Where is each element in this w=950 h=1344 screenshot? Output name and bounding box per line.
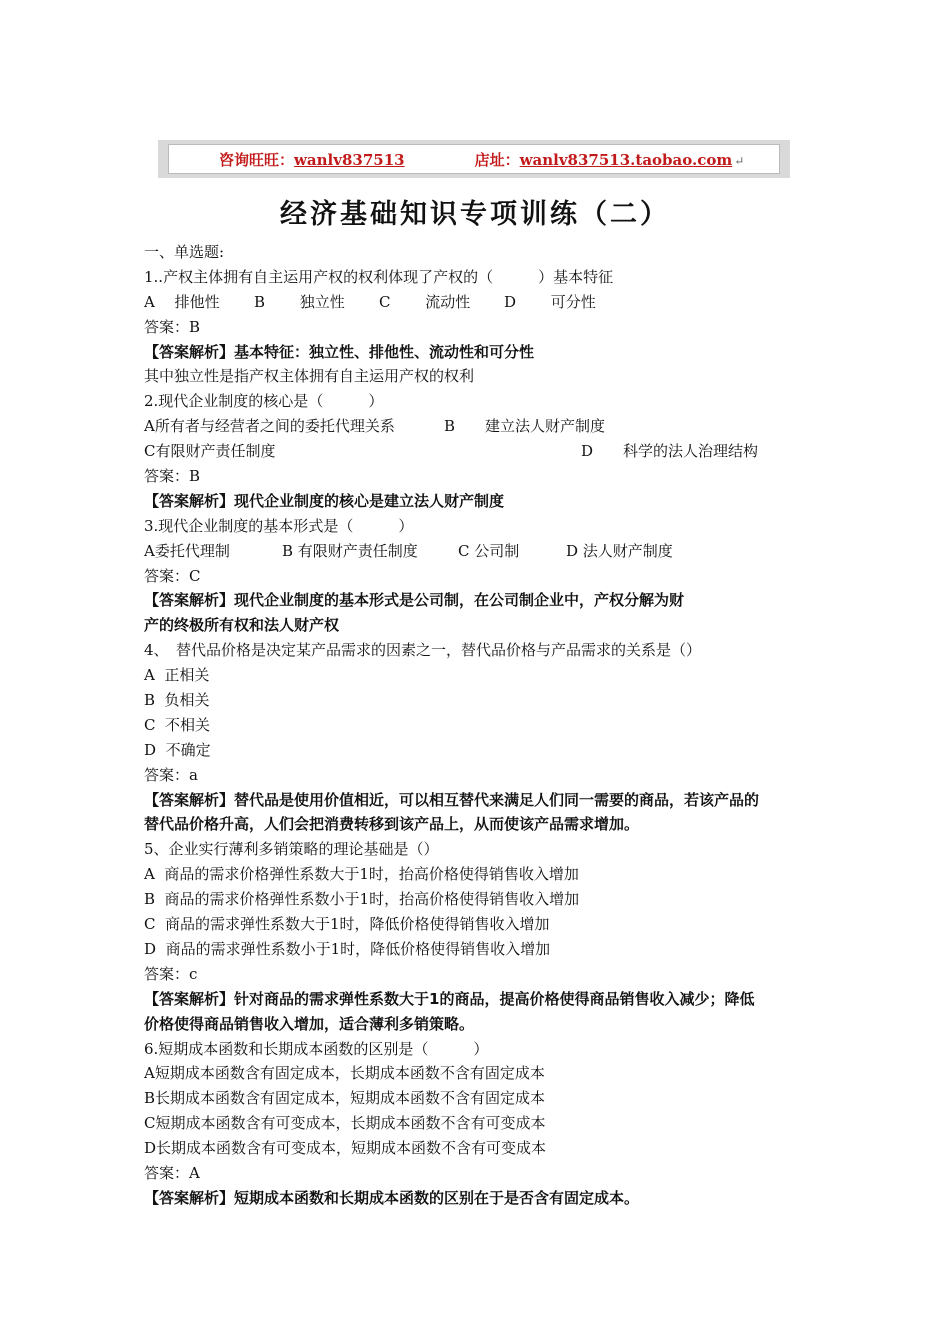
q5-option-b: B 商品的需求价格弹性系数小于1时，抬高价格使得销售收入增加: [144, 890, 580, 909]
q1-option-c: C 流动性: [379, 292, 471, 311]
question-2-options-row1: [144, 414, 824, 439]
q4-option-a: A 正相关: [144, 666, 210, 685]
shop-url: wanlv837513.taobao.com: [519, 150, 733, 169]
q3-option-d: D 法人财产制度: [566, 541, 673, 560]
q6-answer: 答案：A: [144, 1163, 200, 1182]
q6-option-d: D长期成本函数含有可变成本，短期成本函数不含有可变成本: [144, 1139, 547, 1158]
q6-analysis: 【答案解析】短期成本函数和长期成本函数的区别在于是否含有固定成本。: [144, 1188, 640, 1207]
q1-option-b: B 独立性: [254, 292, 345, 311]
question-3-stem: 3.现代企业制度的基本形式是（ ）: [144, 516, 414, 535]
q4-analysis-line2: 替代品价格升高，人们会把消费转移到该产品上，从而使该产品需求增加。: [144, 815, 640, 834]
q2-option-d: D 科学的法人治理结构: [581, 442, 759, 461]
q1-note: 其中独立性是指产权主体拥有自主运用产权的权利: [144, 367, 475, 386]
q3-option-b: B 有限财产责任制度: [282, 541, 418, 560]
contact-info: [219, 149, 405, 170]
q6-option-b: B长期成本函数含有固定成本，短期成本函数不含有固定成本: [144, 1089, 546, 1108]
q1-answer: 答案：B: [144, 317, 201, 336]
q3-answer: 答案：C: [144, 566, 201, 585]
q1-option-d: D 可分性: [504, 292, 596, 311]
q1-option-a: A 排他性: [144, 292, 220, 311]
return-mark-icon: ↵: [734, 153, 745, 168]
q3-option-a: A委托代理制: [144, 541, 230, 560]
q4-option-b: B 负相关: [144, 691, 210, 710]
q2-answer: 答案：B: [144, 467, 201, 486]
q4-option-c: C 不相关: [144, 715, 211, 734]
q3-analysis-line2: 产的终极所有权和法人财产权: [144, 616, 340, 635]
document-title: 经济基础知识专项训练（二）: [280, 199, 670, 230]
question-6-stem: 6.短期成本函数和长期成本函数的区别是（ ）: [144, 1039, 489, 1058]
q5-analysis-line1: 【答案解析】针对商品的需求弹性系数大于1的商品，提高价格使得商品销售收入减少；降低: [144, 989, 755, 1008]
q5-analysis-line2: 价格使得商品销售收入增加，适合薄利多销策略。: [144, 1014, 475, 1033]
shop-banner-inner: [168, 144, 780, 174]
section-heading: 一、单选题:: [144, 243, 225, 261]
document-body: [144, 240, 824, 1211]
q5-option-d: D 商品的需求弹性系数小于1时，降低价格使得销售收入增加: [144, 939, 551, 958]
q5-answer: 答案：c: [144, 964, 198, 983]
question-5-stem: 5、企业实行薄利多销策略的理论基础是（）: [144, 840, 439, 859]
question-3-options: [144, 539, 824, 564]
q3-analysis-line1: 【答案解析】现代企业制度的基本形式是公司制，在公司制企业中，产权分解为财: [144, 591, 685, 610]
contact-value: wanlv837513: [294, 150, 405, 169]
q2-option-a: A所有者与经营者之间的委托代理关系: [144, 417, 395, 436]
q4-option-d: D 不确定: [144, 740, 211, 759]
q5-option-a: A 商品的需求价格弹性系数大于1时，抬高价格使得销售收入增加: [144, 865, 579, 884]
shop-label: 店址：: [474, 150, 520, 169]
q5-option-c: C 商品的需求弹性系数大于1时，降低价格使得销售收入增加: [144, 915, 550, 934]
shop-info: [475, 149, 745, 170]
shop-banner: [158, 140, 790, 178]
contact-label: 咨询旺旺：: [219, 150, 295, 169]
q2-analysis: 【答案解析】现代企业制度的核心是建立法人财产制度: [144, 491, 505, 510]
q2-option-b: B 建立法人财产制度: [444, 417, 606, 436]
question-2-stem: 2.现代企业制度的核心是（ ）: [144, 392, 384, 411]
q4-analysis-line1: 【答案解析】替代品是使用价值相近，可以相互替代来满足人们同一需要的商品，若该产品的: [144, 790, 760, 809]
q6-option-a: A短期成本函数含有固定成本，长期成本函数不含有固定成本: [144, 1064, 545, 1083]
q4-answer: 答案：a: [144, 765, 198, 784]
q3-option-c: C 公司制: [458, 541, 520, 560]
q6-option-c: C短期成本函数含有可变成本，长期成本函数不含有可变成本: [144, 1114, 546, 1133]
q2-option-c: C有限财产责任制度: [144, 442, 276, 461]
question-4-stem: 4、 替代品价格是决定某产品需求的因素之一，替代品价格与产品需求的关系是（）: [144, 641, 702, 660]
question-1-stem: 1..产权主体拥有自主运用产权的权利体现了产权的（ ）基本特征: [144, 267, 614, 286]
q1-analysis: 【答案解析】基本特征：独立性、排他性、流动性和可分性: [144, 342, 535, 361]
question-1-options: [144, 290, 824, 315]
question-2-options-row2: [144, 439, 824, 464]
